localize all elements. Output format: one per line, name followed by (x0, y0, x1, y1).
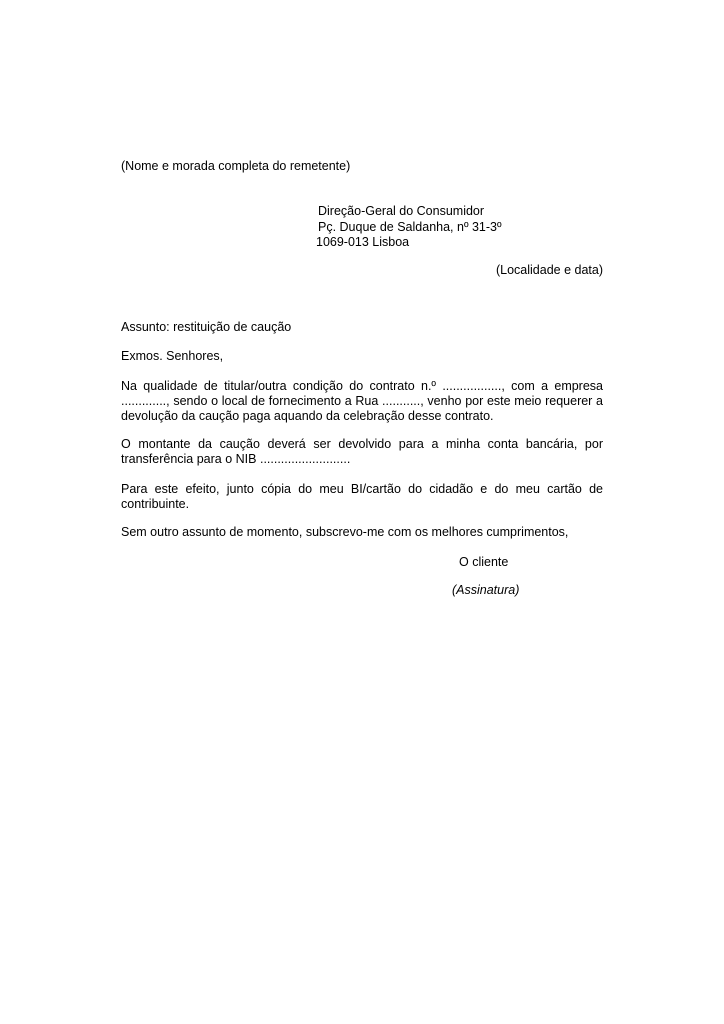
recipient-address (318, 204, 502, 251)
street-blank: ........... (382, 394, 421, 408)
signature-placeholder: (Assinatura) (452, 583, 520, 597)
paragraph-transfer (121, 437, 603, 467)
paragraph-text: , sendo o local de fornecimento a Rua (166, 394, 383, 408)
paragraph-contract (121, 379, 603, 424)
closing-client: O cliente (459, 555, 509, 569)
paragraph-closing: Sem outro assunto de momento, subscrevo-me com os melhores cumprimentos, (121, 525, 569, 539)
paragraph-text: , venho por este meio requerer a devolução da caução paga aquando da celebração desse contrato. (121, 394, 603, 423)
nib-blank: ................... (259, 452, 326, 466)
sender-placeholder: (Nome e morada completa do remetente) (121, 159, 351, 173)
paragraph-text: O montante da caução deverá ser devolvido para a minha conta bancária, por transferência para o NIB (121, 437, 603, 466)
place-date-placeholder: (Localidade e data) (495, 263, 603, 277)
paragraph-text: . (346, 452, 351, 466)
subject-line: Assunto: restituição de caução (121, 320, 292, 334)
nib-blank-continued: ...... (325, 452, 347, 466)
paragraph-attachments: Para este efeito, junto cópia do meu BI/cartão do cidadão e do meu cartão de contribuinte. (121, 482, 603, 511)
recipient-street: Pç. Duque de Saldanha, nº 31-3º (318, 219, 502, 234)
recipient-name: Direção-Geral do Consumidor (318, 204, 485, 218)
paragraph-text: Na qualidade de titular/outra condição do contrato n.º (121, 379, 443, 393)
recipient-postal-code: 1069-013 Lisboa (316, 235, 410, 249)
paragraph-text: , com a empresa (501, 379, 603, 393)
greeting: Exmos. Senhores, (121, 349, 224, 363)
contract-number-blank: ................. (442, 379, 502, 393)
company-name-blank: ............. (121, 394, 167, 408)
